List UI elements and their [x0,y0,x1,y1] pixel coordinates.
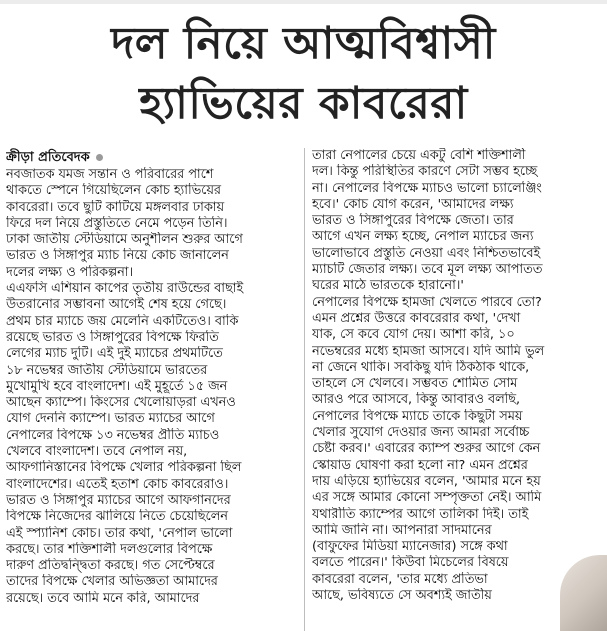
right-column-line: নেপালের বিপক্ষে হামজা খেলতে পারবে তো? [312,294,542,310]
right-column-line: স্কোয়াড ঘোষণা করা হলো না? এমন প্রশ্নের [312,457,528,473]
right-column-line: খেলার সুযোগ দেওয়ার জন্য আমরা সর্বোচ্চ [312,425,530,441]
left-column-line: ভারত ও সিঙ্গাপুর ম্যাচের আগে আফগানদের [6,492,231,508]
headline-line-2: হ্যাভিয়ের কাবরেরা [139,78,468,129]
right-column-line: না। নেপালের বিপক্ষে ম্যাচও ভালো চ্যালেঞ্জিং [312,180,542,196]
left-column [6,148,298,631]
left-column-line: মুখোমুখি হবে বাংলাদেশ। এই মুহূর্তে ১৫ জন [6,378,228,394]
top-rule [0,0,607,4]
left-column-line: নেপালের বিপক্ষে ১৩ নভেম্বর প্রীতি ম্যাচও [6,427,220,443]
right-column-line: কাবরেরা বলেন, 'তার মধ্যে প্রতিভা [312,571,488,587]
right-column-line: নেপালের বিপক্ষে ম্যাচে তাকে কিছুটা সময় [312,408,523,424]
left-column-line: তাদের বিপক্ষে খেলার অভিজ্ঞতা আমাদের [6,574,218,590]
right-column-line: দল। কিন্তু পরিস্থিতির কারণে সেটা সম্ভব হচ্ছে [312,164,538,180]
right-column-line: এর সঙ্গে আমার কোনো সম্পৃক্ততা নেই। আমি [312,490,542,506]
left-column-text [6,167,298,607]
headline-line-1: দল নিয়ে আত্মবিশ্বাসী [111,18,496,69]
right-column-line: তাহলে সে খেলবে। সম্ভবত শোমিত সোম [312,376,518,392]
left-column-line: যোগ দেননি ক্যাম্পে। ভারত ম্যাচের আগে [6,411,215,427]
right-column-line: দায় এড়িয়ে হ্যাভিয়ের বলেন, 'আমার মনে হয় [312,473,541,489]
left-column-line: বিপক্ষে নিজেদের ঝালিয়ে নিতে চেয়েছিলেন [6,509,228,525]
right-column-line: এমন প্রশ্নের উত্তরে কাবরেরার কথা, 'দেখা [312,310,521,326]
right-column-line: নভেম্বরের মধ্যে হামজা আসবে। যদি আমি ভুল [312,343,545,359]
right-column-line: তারা নেপালের চেয়ে একটু বেশি শক্তিশালী [312,148,526,163]
right-column-line: ভালোভাবে প্রস্তুতি নেওয়া এবং নিশ্চিতভাবেই [312,245,541,261]
left-column-line: উতরানোর সম্ভাবনা আগেই শেষ হয়ে গেছে। [6,297,227,313]
left-column-line: বাংলাদেশের। এতেই হতাশ কোচ কাবরেরাও। [6,476,229,492]
left-column-line: খেলবে বাংলাদেশ। তবে নেপাল নয়, [6,444,188,460]
left-column-line: আছেন ক্যাম্পে। কিংসের খেলোয়াড়রা এখনও [6,395,236,411]
byline [6,148,298,167]
right-column-line: ম্যাচটি জেতার লক্ষ্য। তবে মূল লক্ষ্য আপাতত [312,262,543,278]
left-column-line: ১৮ নভেম্বর জাতীয় স্টেডিয়ামে ভারতের [6,362,208,378]
left-column-line: এই স্প্যানিশ কোচ। তার কথা, 'নেপাল ভালো [6,525,233,541]
right-column-line: যাক, সে কবে যোগ দেয়। আশা করি, ১০ [312,327,515,343]
left-column-line: কাবরেরা। তবে ছুটি কাটিয়ে মঙ্গলবার ঢাকায় [6,199,225,215]
left-column-line: ঢাকা জাতীয় স্টেডিয়ামে অনুশীলন শুরুর আগে [6,232,243,248]
bullet-dot-icon [96,154,103,161]
headline [0,14,607,134]
right-column-line: বলতে পারেন।' কিউবা মিচেলের বিষয়ে [312,555,509,571]
left-column-line: ফিরে দল নিয়ে প্রস্তুতিতে নেমে পড়েন তিনি। [6,215,228,231]
byline-text: ক্রীড়া প্রতিবেদক [6,150,90,165]
left-column-line: প্রথম চার ম্যাচে জয় মেলেনি একটিতেও। বাকি [6,313,239,329]
left-column-line: দলের লক্ষ্য ও পরিকল্পনা। [6,264,134,280]
right-column-line: ভারত ও সিঙ্গাপুরের বিপক্ষে জেতা। তার [312,213,514,229]
right-column-line: আগে এখন লক্ষ্য হচ্ছে, নেপাল ম্যাচের জন্য [312,229,534,245]
left-column-line: রয়েছে। তবে আমি মনে করি, আমাদের [6,590,200,606]
left-column-line: করছে। তার শক্তিশালী দলগুলোর বিপক্ষে [6,541,213,557]
right-column-line: আছে, ভবিষ্যতে সে অবশ্যই জাতীয় [312,588,492,604]
right-column-line: আমি জানি না। আপনারা সাদমানের [312,522,492,538]
left-column-line: নবজাতক যমজ সন্তান ও পরিবারের পাশে [6,167,214,182]
left-column-line: রয়েছে ভারত ও সিঙ্গাপুরের বিপক্ষে ফিরতি [6,329,219,345]
right-column-line: যথারীতি ক্যাম্পের আগে তালিকা দিই। তাই [312,506,529,522]
left-column-line: লেগের ম্যাচ দুটি। এই দুই ম্যাচের প্রথমটিতে [6,346,223,362]
column-divider [304,148,305,631]
article-body [6,148,606,631]
left-column-line: আফগানিস্তানের বিপক্ষে খেলার পরিকল্পনা ছিল [6,460,242,476]
right-column-line: না জেনে থাকি। সবকিছু যদি ঠিকঠাক থাকে, [312,359,530,375]
right-column-line: আরও পরে আসবে, কিন্তু আবারও বলছি, [312,392,521,408]
right-column-line: চেষ্টা করব।' এবারের ক্যাম্প শুরুর আগে কেন [312,441,541,457]
left-column-line: থাকতে স্পেনে গিয়েছিলেন কোচ হ্যাভিয়ের [6,183,221,199]
left-column-line: এএফসি এশিয়ান কাপের তৃতীয় রাউন্ডের বাছাই [6,281,244,297]
left-column-line: দারুণ প্রতিদ্বন্দ্বিতা করছে। গত সেপ্টেম্বরে [6,558,215,574]
right-column-line: (বাফুফের মিডিয়া ম্যানেজার) সঙ্গে কথা [312,539,508,555]
right-column-line: হবে।' কোচ যোগ করেন, 'আমাদের লক্ষ্য [312,196,514,212]
right-column-line: ঘরের মাঠে ভারতকে হারানো।' [312,278,464,294]
right-column [312,148,606,631]
left-column-line: ভারত ও সিঙ্গাপুর ম্যাচ নিয়ে কোচ জানালেন [6,248,229,264]
right-column-text [312,148,606,604]
